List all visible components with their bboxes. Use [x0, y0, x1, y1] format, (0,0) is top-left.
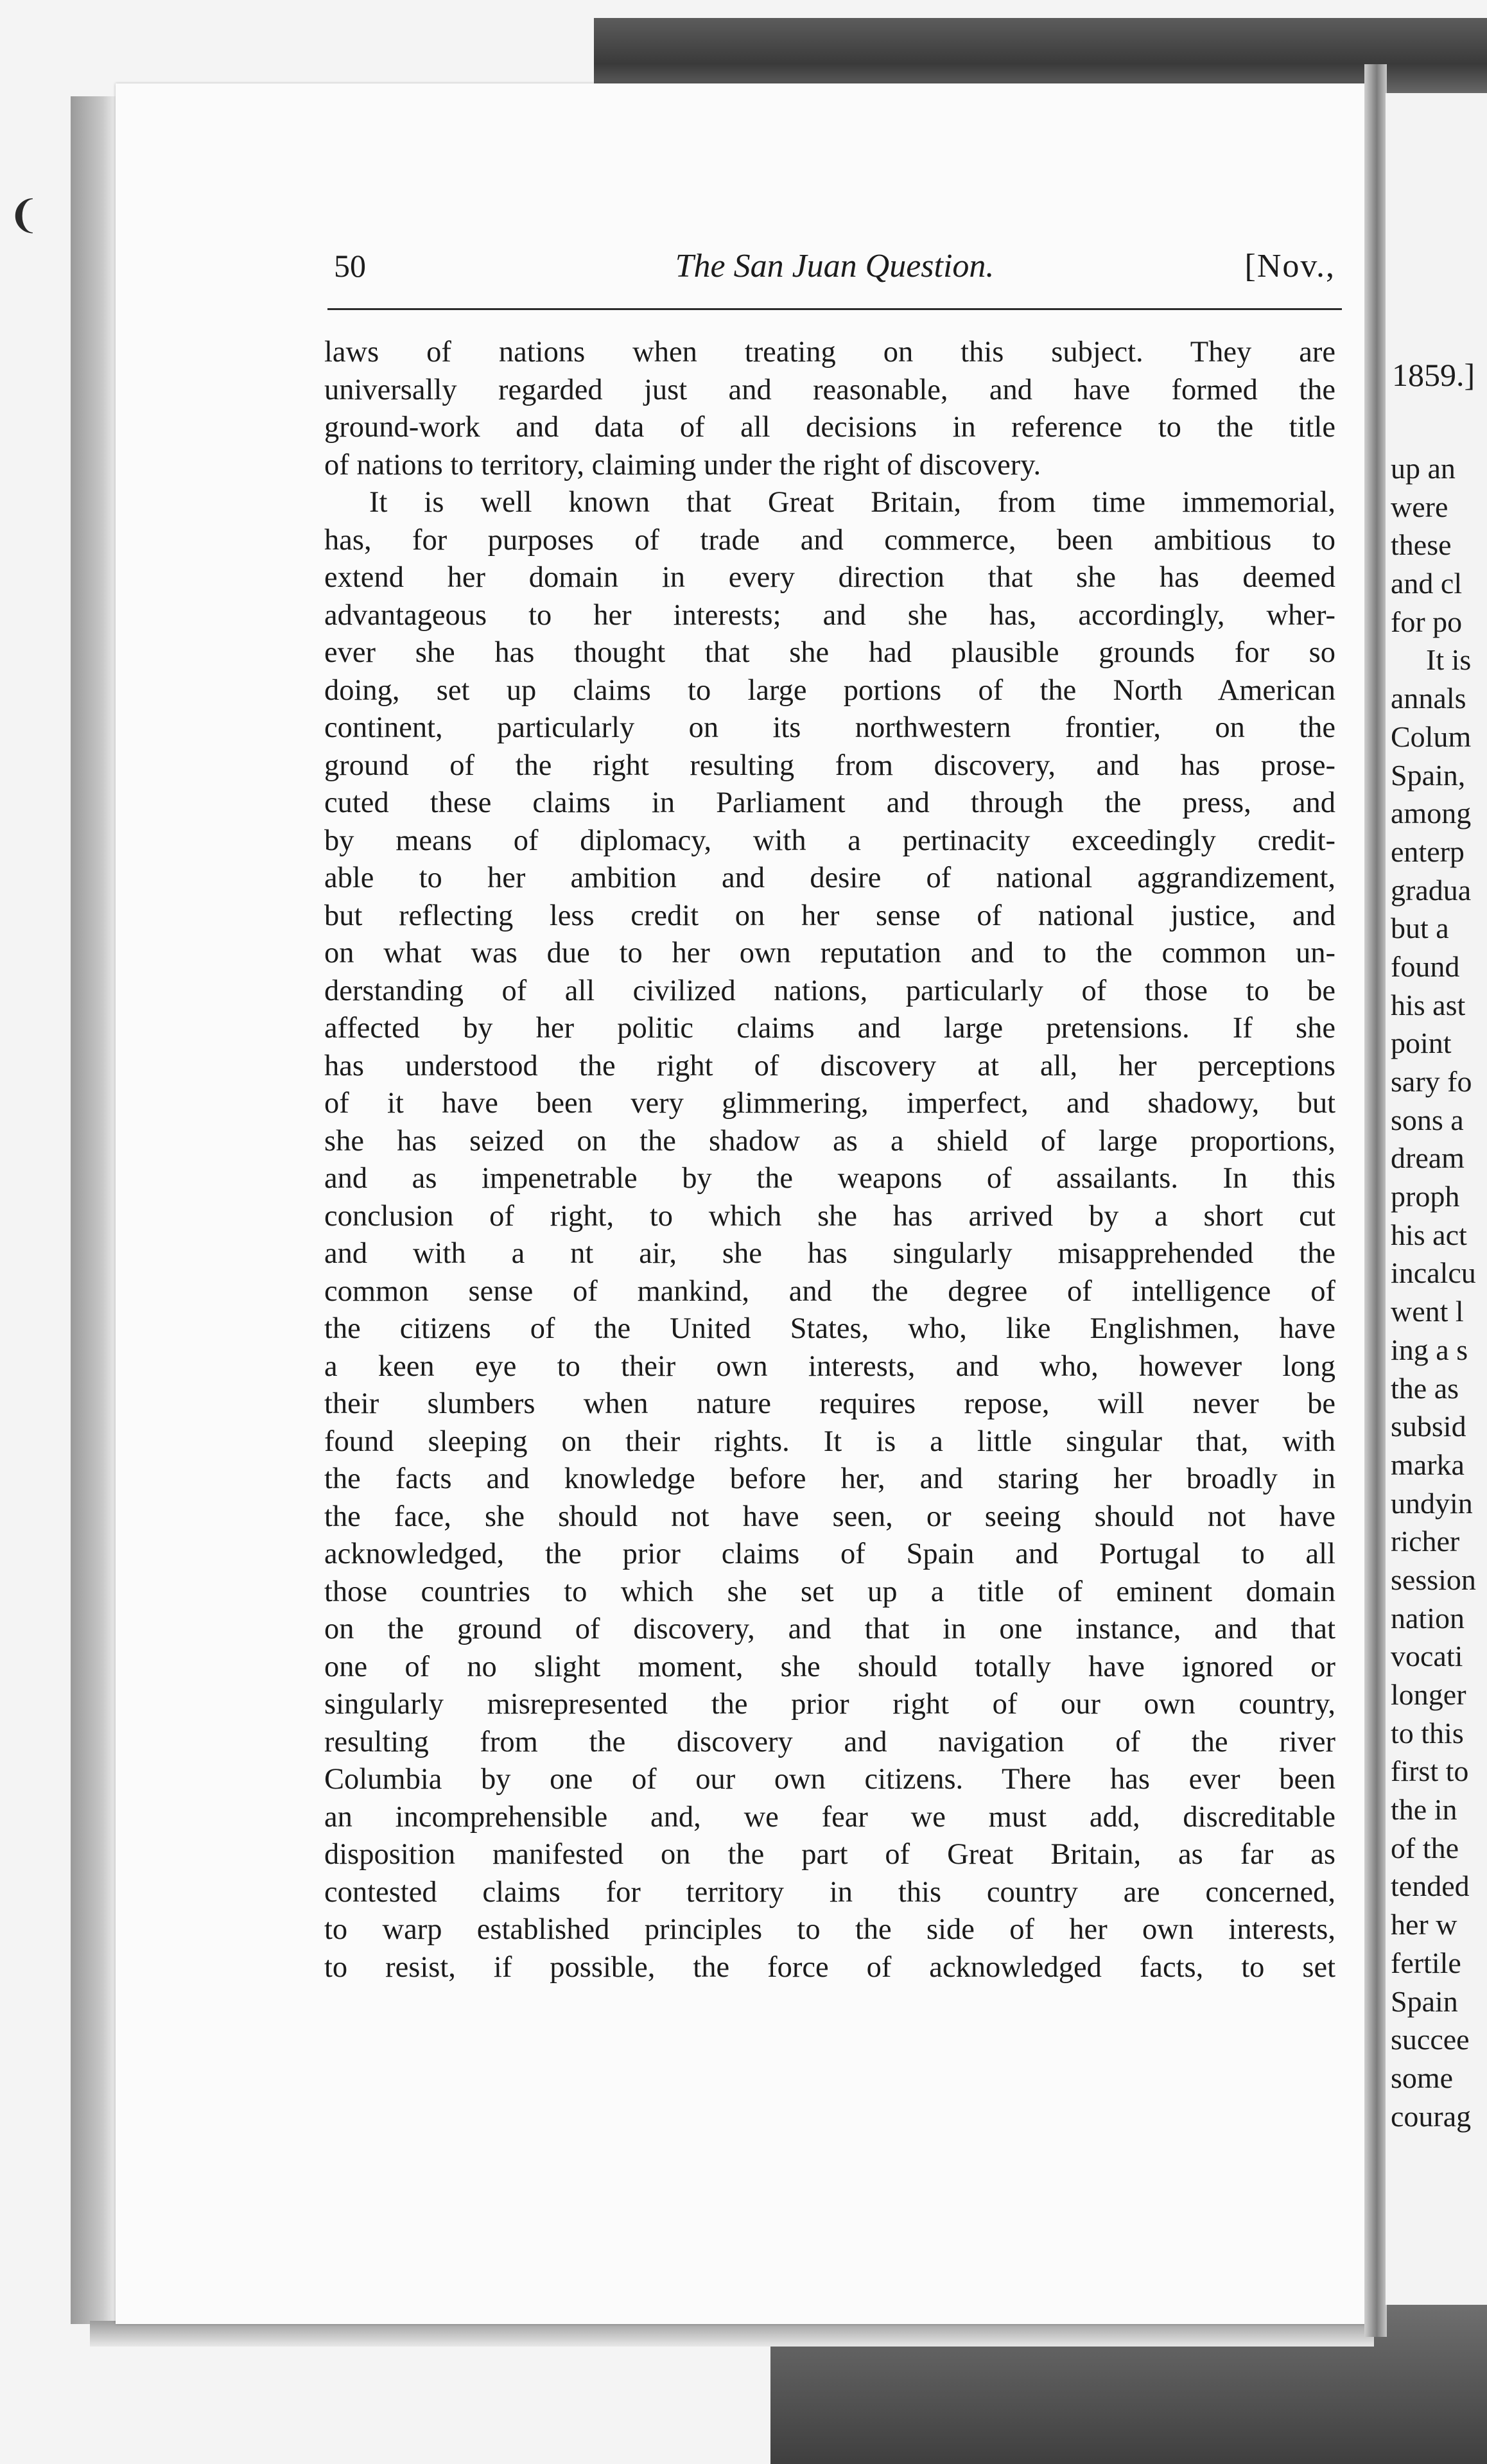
text-line: on what was due to her own reputation and to the common un- — [324, 937, 1335, 969]
facing-text-line: subsid — [1391, 1410, 1466, 1443]
text-line: the face, she should not have seen, or seeing should not have — [324, 1500, 1335, 1533]
text-line: ground of the right resulting from discovery, and has prose- — [324, 749, 1335, 782]
text-line: she has seized on the shadow as a shield of large proportions, — [324, 1124, 1335, 1158]
text-line: It is well known that Great Britain, from time immemorial, — [369, 486, 1335, 519]
facing-text-line: courag — [1391, 2099, 1472, 2133]
facing-text-line: were — [1391, 490, 1448, 523]
text-line: advantageous to her interests; and she has, accordingly, wher- — [324, 598, 1335, 632]
text-line: ever she has thought that she had plausible grounds for so — [324, 636, 1335, 669]
facing-text-line: these — [1391, 528, 1452, 562]
text-line: acknowledged, the prior claims of Spain and Portugal to all — [324, 1538, 1335, 1570]
text-line: the citizens of the United States, who, like Englishmen, have — [324, 1312, 1335, 1345]
text-line: able to her ambition and desire of national aggrandizement, — [324, 862, 1335, 894]
facing-page-text — [1391, 449, 1476, 2135]
text-line: disposition manifested on the part of Great Britain, as far as — [324, 1838, 1335, 1871]
page-bottom-shadow — [90, 2321, 1374, 2347]
facing-page-fragment — [1386, 93, 1487, 2305]
facing-text-line: annals — [1391, 682, 1466, 715]
facing-text-line: nation — [1391, 1601, 1465, 1635]
text-line: one of no slight moment, she should totally have ignored or — [324, 1650, 1335, 1683]
text-line: conclusion of right, to which she has arrived by a short cut — [324, 1199, 1335, 1233]
text-line: has understood the right of discovery at all, her perceptions — [324, 1049, 1335, 1082]
facing-text-line: found — [1391, 950, 1460, 983]
facing-text-line: ing a s — [1391, 1333, 1468, 1366]
scan-speck-mark: ❨ — [8, 194, 40, 236]
facing-text-line: richer — [1391, 1525, 1460, 1558]
page-edge-shadow — [71, 96, 116, 2324]
text-line: laws of nations when treating on this subject. They are — [324, 336, 1335, 369]
facing-text-line: Colum — [1391, 720, 1472, 753]
facing-text-line: first to — [1391, 1755, 1469, 1788]
facing-text-line: proph — [1391, 1180, 1460, 1213]
facing-text-line: marka — [1391, 1448, 1465, 1481]
facing-text-line: fertile — [1391, 1946, 1461, 1979]
text-line: of it have been very glimmering, imperfect, and shadowy, but — [324, 1087, 1335, 1120]
facing-text-line: gradua — [1391, 873, 1472, 907]
facing-text-line: enterp — [1391, 835, 1465, 868]
facing-text-line: to this — [1391, 1716, 1464, 1749]
text-line: extend her domain in every direction that she has deemed — [324, 561, 1335, 594]
text-line: the facts and knowledge before her, and staring her broadly in — [324, 1462, 1335, 1495]
text-line: by means of diplomacy, with a pertinacity exceedingly credit- — [324, 824, 1335, 857]
text-line: universally regarded just and reasonable, and have formed the — [324, 373, 1335, 406]
running-header — [334, 247, 1335, 299]
facing-text-line: among — [1391, 797, 1472, 830]
facing-text-line: the in — [1391, 1793, 1457, 1826]
facing-text-line: It is — [1426, 643, 1472, 677]
text-line: to resist, if possible, the force of acknowledged facts, to set — [324, 1950, 1335, 1984]
facing-text-line: incalcu — [1391, 1256, 1476, 1290]
book-gutter — [1364, 64, 1387, 2337]
facing-text-line: dream — [1391, 1141, 1465, 1175]
facing-text-line: sons a — [1391, 1103, 1464, 1136]
text-line: Columbia by one of our own citizens. There has ever been — [324, 1763, 1335, 1796]
text-line: to warp established principles to the side of her own interests, — [324, 1913, 1335, 1946]
facing-text-line: her w — [1391, 1908, 1457, 1941]
facing-text-line: session — [1391, 1563, 1476, 1596]
header-date: [Nov., — [1244, 248, 1335, 284]
text-line: those countries to which she set up a title of eminent domain — [324, 1575, 1335, 1608]
facing-text-line: tended — [1391, 1870, 1470, 1903]
text-line: of nations to territory, claiming under the right of discovery. — [324, 448, 1041, 482]
running-title: The San Juan Question. — [675, 248, 995, 284]
facing-text-line: longer — [1391, 1678, 1466, 1711]
text-line: common sense of mankind, and the degree of intelligence of — [324, 1274, 1335, 1308]
facing-text-line: Spain — [1391, 1984, 1458, 2018]
text-line: has, for purposes of trade and commerce, been ambitious to — [324, 523, 1335, 557]
facing-text-line: of the — [1391, 1831, 1459, 1864]
text-line: ground-work and data of all decisions in reference to the title — [324, 411, 1335, 444]
text-line: derstanding of all civilized nations, particularly of those to be — [324, 974, 1335, 1007]
text-line: and with a nt air, she has singularly misapprehended the — [324, 1237, 1335, 1270]
facing-text-line: Spain, — [1391, 758, 1466, 792]
facing-text-line: for po — [1391, 605, 1463, 638]
facing-text-line: the as — [1391, 1371, 1459, 1405]
page-number: 50 — [334, 248, 366, 284]
text-line: cuted these claims in Parliament and through the press, and — [324, 786, 1335, 819]
text-line: contested claims for territory in this country are concerned, — [324, 1875, 1335, 1909]
facing-text-line: his act — [1391, 1218, 1467, 1251]
text-line: continent, particularly on its northwestern frontier, on the — [324, 711, 1335, 744]
text-line: on the ground of discovery, and that in one instance, and that — [324, 1613, 1335, 1645]
facing-text-line: vocati — [1391, 1640, 1463, 1673]
header-rule — [327, 308, 1342, 310]
facing-text-line: sary fo — [1391, 1065, 1472, 1098]
text-line: but reflecting less credit on her sense of national justice, and — [324, 899, 1335, 932]
facing-text-line: but a — [1391, 912, 1449, 945]
facing-text-line: point — [1391, 1027, 1452, 1060]
facing-text-line: up an — [1391, 452, 1456, 485]
text-line: singularly misrepresented the prior right of our own country, — [324, 1688, 1335, 1721]
facing-text-line: and cl — [1391, 567, 1463, 600]
text-line: their slumbers when nature requires repose, will never be — [324, 1387, 1335, 1420]
facing-text-line: some — [1391, 2061, 1454, 2094]
facing-page-header: 1859.] — [1392, 357, 1475, 393]
text-line: a keen eye to their own interests, and who, however long — [324, 1349, 1335, 1383]
text-line: resulting from the discovery and navigation of the river — [324, 1725, 1335, 1758]
text-line: and as impenetrable by the weapons of assailants. In this — [324, 1162, 1335, 1195]
text-line: doing, set up claims to large portions of the North American — [324, 673, 1335, 707]
facing-text-line: undyin — [1391, 1486, 1473, 1520]
text-line: an incomprehensible and, we fear we must add, discreditable — [324, 1800, 1335, 1834]
facing-text-line: succee — [1391, 2023, 1470, 2056]
facing-text-line: his ast — [1391, 988, 1466, 1021]
body-text — [324, 334, 1335, 1986]
text-line: found sleeping on their rights. It is a little singular that, with — [324, 1425, 1335, 1458]
facing-text-line: went l — [1391, 1295, 1464, 1328]
text-line: affected by her politic claims and large pretensions. If she — [324, 1012, 1335, 1045]
